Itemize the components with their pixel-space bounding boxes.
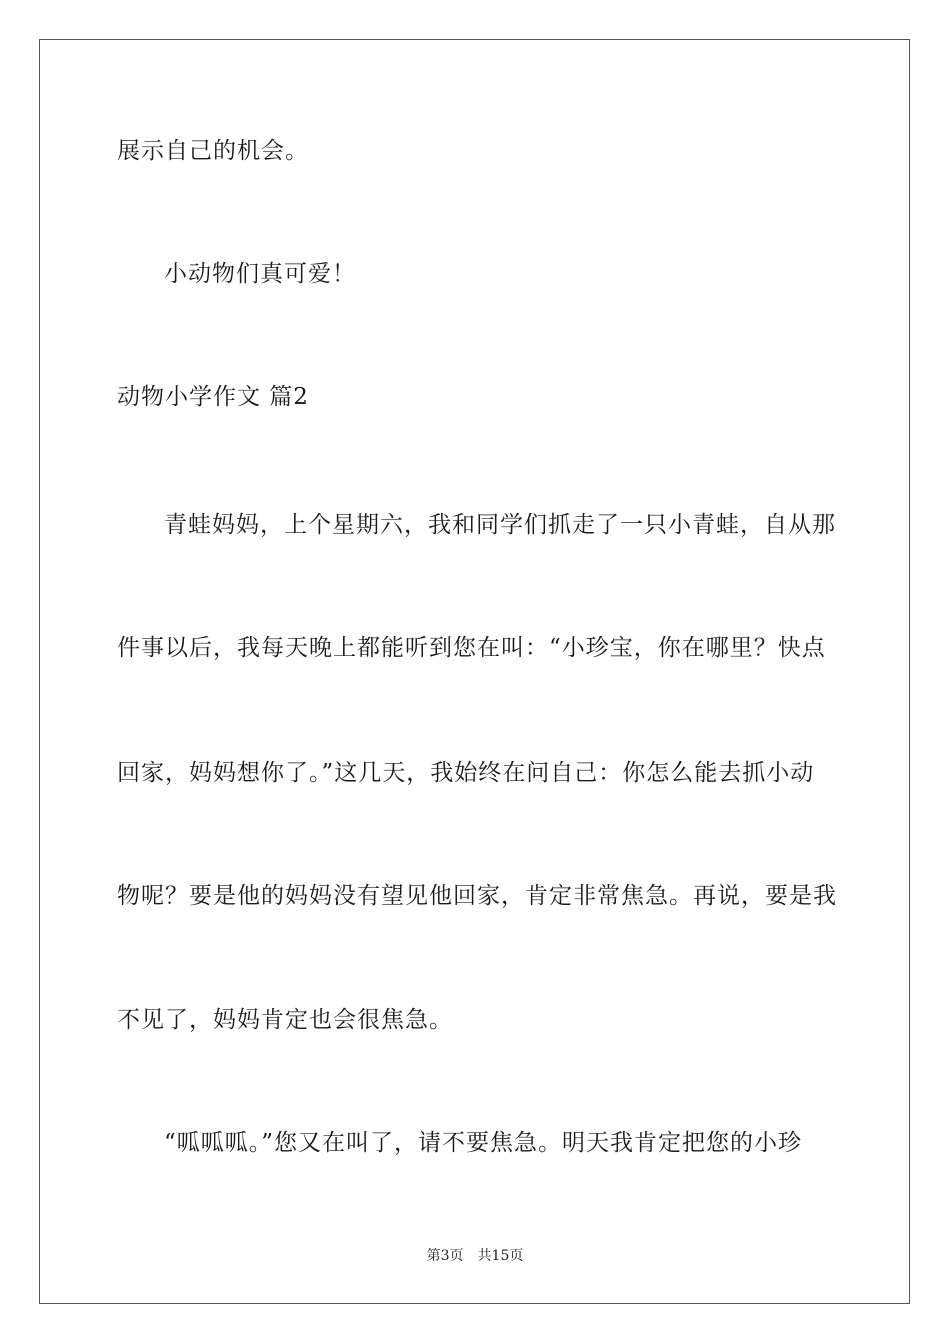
- text-line-4: 青蛙妈妈，上个星期六，我和同学们抓走了一只小青蛙，自从那: [164, 512, 836, 538]
- section-heading: 动物小学作文 篇2: [117, 384, 309, 410]
- text-line-5: 件事以后，我每天晚上都能听到您在叫：“小珍宝，你在哪里？快点: [117, 635, 826, 661]
- text-line-8: 不见了，妈妈肯定也会很焦急。: [117, 1007, 453, 1033]
- page-number: 第3页: [426, 1248, 464, 1264]
- text-line-1: 展示自己的机会。: [117, 138, 309, 164]
- text-line-9: “呱呱呱。”您又在叫了，请不要焦急。明天我肯定把您的小珍: [164, 1130, 803, 1156]
- text-line-7: 物呢？要是他的妈妈没有望见他回家，肯定非常焦急。再说，要是我: [117, 883, 837, 909]
- text-line-6: 回家，妈妈想你了。”这几天，我始终在问自己：你怎么能去抓小动: [117, 760, 815, 786]
- page-footer: [0, 1247, 950, 1265]
- page-total: 共15页: [477, 1248, 524, 1264]
- page-border: [39, 39, 910, 1304]
- text-line-2: 小动物们真可爱！: [164, 261, 356, 287]
